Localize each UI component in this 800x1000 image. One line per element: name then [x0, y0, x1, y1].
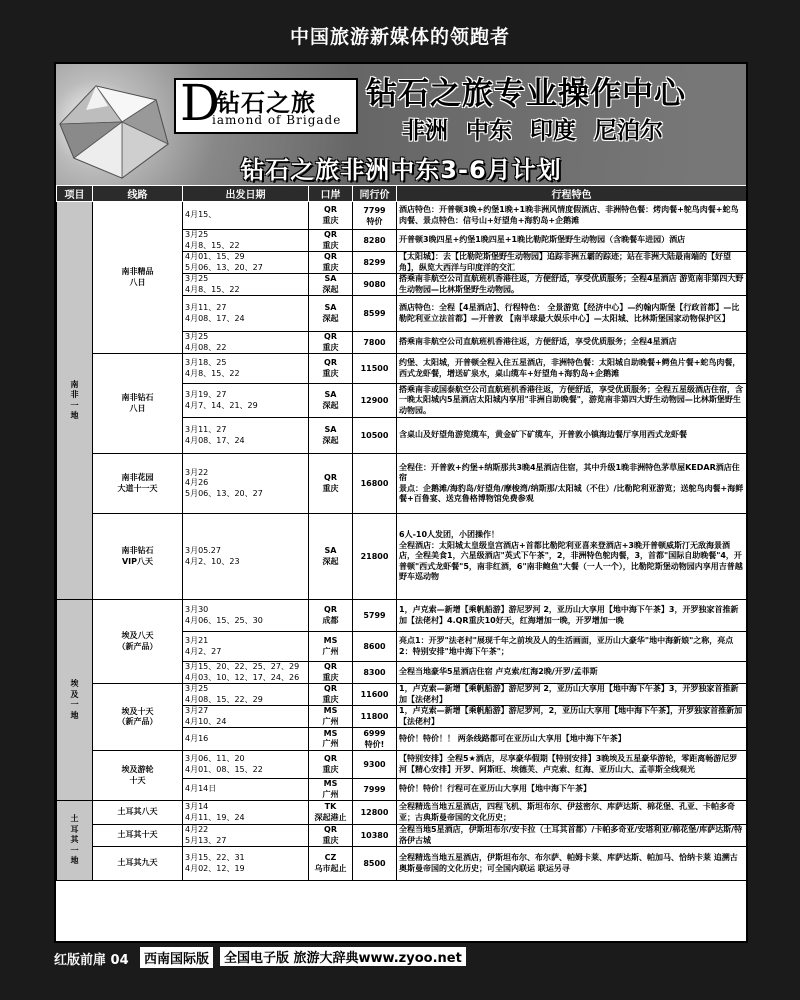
price-cell: 8280	[353, 230, 397, 252]
feature-cell: 全程精选当地五星酒店，四程飞机、斯坦布尔、伊兹密尔、库萨达斯、棉花堡、孔亚、卡帕多奇亚；古典斯曼帝国的文化历史；	[397, 801, 747, 825]
route-name-cell: 南非花园 大道十一天	[93, 454, 183, 514]
price-cell: 8299	[353, 252, 397, 274]
port-cell: SA 深起	[309, 384, 353, 418]
port-cell: QR 重庆	[309, 252, 353, 274]
port-cell: QR 重庆	[309, 454, 353, 514]
port-cell: QR 重庆	[309, 354, 353, 384]
table-header-row	[57, 186, 747, 202]
price-cell: 5799	[353, 600, 397, 632]
brand-title: 钻石之旅专业操作中心	[366, 76, 686, 112]
port-cell: QR 重庆	[309, 230, 353, 252]
price-cell: 8300	[353, 662, 397, 684]
price-cell: 12900	[353, 384, 397, 418]
table-row	[57, 751, 747, 779]
price-cell: 7799 特价	[353, 202, 397, 230]
table-row	[57, 847, 747, 881]
logo-letter: D	[180, 74, 221, 132]
price-cell: 9300	[353, 751, 397, 779]
region-cell: 土 耳 其 一 地	[57, 801, 93, 881]
masthead: 中国旅游新媒体的领跑者	[289, 26, 510, 48]
table-row	[57, 454, 747, 514]
port-cell: TK 深起港止	[309, 801, 353, 825]
route-name-cell: 土耳其九天	[93, 847, 183, 881]
plan-title: 钻石之旅非洲中东3-6月计划	[240, 156, 562, 184]
price-cell: 8500	[353, 847, 397, 881]
feature-cell: 全程住：开普敦+约堡+纳斯那共3晚4星酒店住宿，其中升级1晚非洲特色茅草屋KEDAR酒店住宿 景点：企鹅滩/海豹岛/好望角/摩梭湾/纳斯那/太阳城（不住）/比勒陀利亚游览；送鸵鸟肉餐+海鲜餐+百鲁宴、送克鲁格博物馆免费参观	[397, 454, 747, 514]
feature-cell: 开普顿3晚四星+约堡1晚四星+1晚比勒陀斯堡野生动物园（含晚餐车进园）酒店	[397, 230, 747, 252]
route-name-cell: 土耳其八天	[93, 801, 183, 825]
route-name-cell: 南非精品 八日	[93, 202, 183, 354]
edition-label: 西南国际版	[140, 947, 213, 968]
port-cell: MS 广州	[309, 632, 353, 662]
price-cell: 11500	[353, 354, 397, 384]
port-cell: MS 广州	[309, 728, 353, 751]
departure-dates-cell: 3月19、27 4月7、14、21、29	[183, 384, 309, 418]
table-row	[57, 825, 747, 847]
table-body	[57, 202, 747, 881]
route-name-cell: 埃及八天 （新产品）	[93, 600, 183, 684]
feature-cell: 全程当地5星酒店，伊斯坦布尔/安卡拉（土耳其首都）/卡帕多奇亚/安塔利亚/棉花堡/库萨达斯/特洛伊古城	[397, 825, 747, 847]
feature-cell: 1，卢克索—新增【乘帆船游】游尼罗河 2，亚历山大享用【地中海下午茶】3，开罗独家首推新加【法佬村】4.QR重庆10好天，红海增加一晚，开罗增加一晚	[397, 600, 747, 632]
feature-cell: 酒店特色：全程【4星酒店】、行程特色： 全景游览【经济中心】—约翰内斯堡【行政首都】—比勒陀利亚立法首都】—开普敦 【南半球最大娱乐中心】—太阳城、比林斯堡国家动物保护区】	[397, 296, 747, 332]
price-cell: 8599	[353, 296, 397, 332]
table-row	[57, 202, 747, 230]
departure-dates-cell: 3月06、11、20 4月01、08、15、22	[183, 751, 309, 779]
port-cell: SA 深起	[309, 418, 353, 454]
feature-cell: 【特别安排】全程5★酒店，尽享豪华假期【特别安排】3晚埃及五星豪华游轮，零距离畅游尼罗河【精心安排】开罗、阿斯旺、埃德芙、卢克索、红海、亚历山大、孟菲斯全线观光	[397, 751, 747, 779]
departure-dates-cell: 4月22 5月13、27	[183, 825, 309, 847]
departure-dates-cell: 3月22 4月26 5月06、13、20、27	[183, 454, 309, 514]
header-cell: 线路	[93, 186, 183, 202]
feature-cell: 【太阳城】：去【比勒陀斯堡野生动物园】追踪非洲五霸的踪迹；站在非洲大陆最南端的【好望角】，纵览大西洋与印度洋的交汇	[397, 252, 747, 274]
departure-dates-cell: 3月18、25 4月8、15、22	[183, 354, 309, 384]
feature-cell: 酒店特色：开普顿3晚+约堡1晚+1晚非洲风情度假酒店、非洲特色餐：烤肉餐+鸵鸟肉餐+蛇鸟肉餐、景点特色：信号山+好望角+海豹岛+企鹅滩	[397, 202, 747, 230]
table-row	[57, 801, 747, 825]
port-cell: QR 重庆	[309, 662, 353, 684]
price-cell: 10380	[353, 825, 397, 847]
price-cell: 7800	[353, 332, 397, 354]
departure-dates-cell: 3月11、27 4月08、17、24	[183, 418, 309, 454]
departure-dates-cell: 4月15、	[183, 202, 309, 230]
departure-dates-cell: 3月11、27 4月08、17、24	[183, 296, 309, 332]
feature-cell: 特价！特价！！ 两条线路都可在亚历山大享用【地中海下午茶】	[397, 728, 747, 751]
port-cell: QR 成都	[309, 600, 353, 632]
port-cell: MS 广州	[309, 779, 353, 801]
page-frame	[54, 62, 748, 943]
price-cell: 11800	[353, 706, 397, 728]
departure-dates-cell: 3月05.27 4月2、10、23	[183, 514, 309, 600]
route-name-cell: 南非钻石 VIP八天	[93, 514, 183, 600]
port-cell: SA 深起	[309, 296, 353, 332]
port-cell: SA 深起	[309, 274, 353, 296]
itinerary-table	[56, 185, 747, 881]
header-cell: 同行价	[353, 186, 397, 202]
logo-english-name: iamond of Brigade	[212, 113, 342, 127]
price-cell: 9080	[353, 274, 397, 296]
feature-cell: 全程精选当地五星酒店，伊斯坦布尔、布尔萨、帕姆卡莱、库萨达斯、帕加马、恰纳卡莱 追溯古奥斯曼帝国的文化历史；可全国内联运 联运另寻	[397, 847, 747, 881]
footer-tagline: 全国电子版 旅游大辞典www.zyoo.net	[220, 947, 466, 966]
departure-dates-cell: 3月25 4月8、15、22	[183, 230, 309, 252]
price-cell: 10500	[353, 418, 397, 454]
feature-cell: 含桌山及好望角游览缆车，黄金矿下矿缆车，开普敦小镇海边餐厅享用西式龙虾餐	[397, 418, 747, 454]
departure-dates-cell: 3月27 4月10、24	[183, 706, 309, 728]
price-cell: 8600	[353, 632, 397, 662]
table-row	[57, 354, 747, 384]
departure-dates-cell: 4月01、15、29 5月06、13、20、27	[183, 252, 309, 274]
departure-dates-cell: 3月15、20、22、25、27、29 4月03、10、12、17、24、26	[183, 662, 309, 684]
table-row	[57, 684, 747, 706]
port-cell: CZ 乌市起止	[309, 847, 353, 881]
feature-cell: 6人-10人发团，小团操作！ 全程酒店：太阳城太皇级皇宫酒店+首都比勒陀利亚喜来登酒店+3晚开普顿威斯汀无敌海景酒店，全程美食1，六星级酒店"英式下午茶"，2，非洲特色鸵肉餐，3，首都"国际自助晚餐"4，开普顿"西式龙虾餐"5，南非红酒，6"南非鲍鱼"大餐（一人一个），比勒陀斯堡动物园内享用吉普越野车巡动物	[397, 514, 747, 600]
route-name-cell: 土耳其十天	[93, 825, 183, 847]
feature-cell: 搭乘南非航空公司直航班机香港往返，方便舒适，享受优质服务；全程4星酒店 游览南非第四大野生动物园—比林斯堡野生动物园。	[397, 274, 747, 296]
departure-dates-cell: 3月30 4月06、15、25、30	[183, 600, 309, 632]
route-name-cell: 埃及十天 （新产品）	[93, 684, 183, 751]
port-cell: SA 深起	[309, 514, 353, 600]
departure-dates-cell: 3月21 4月2、27	[183, 632, 309, 662]
route-name-cell: 南非钻石 八日	[93, 354, 183, 454]
departure-dates-cell: 3月25 4月8、15、22	[183, 274, 309, 296]
departure-dates-cell: 3月25 4月08、15、22、29	[183, 684, 309, 706]
departure-dates-cell: 4月16	[183, 728, 309, 751]
price-cell: 16800	[353, 454, 397, 514]
logo-chinese-name: 钻石之旅	[216, 89, 316, 117]
port-cell: QR 重庆	[309, 825, 353, 847]
header-cell: 出发日期	[183, 186, 309, 202]
port-cell: QR 重庆	[309, 751, 353, 779]
departure-dates-cell: 3月15、22、31 4月02、12、19	[183, 847, 309, 881]
feature-cell: 亮点1：开罗"法老村"展现千年之前埃及人的生活画面，亚历山大豪华"地中海新娘"之称，亮点2：特别安排"地中海下午茶"；	[397, 632, 747, 662]
feature-cell: 特价！特价！行程可在亚历山大享用【地中海下午茶】	[397, 779, 747, 801]
port-cell: QR 重庆	[309, 202, 353, 230]
price-cell: 12800	[353, 801, 397, 825]
feature-cell: 搭乘南非或国泰航空公司直航班机香港往返，方便舒适，享受优质服务；全程五星级酒店住宿，含一晚太阳城内5星酒店太阳城内享用"非洲自助晚餐"，游览南非第四大野生动物园—比林斯堡野生动物园。	[397, 384, 747, 418]
feature-cell: 1，卢克索—新增【乘帆船游】游尼罗河 2，亚历山大享用【地中海下午茶】3，开罗独家首推新加【法佬村】	[397, 684, 747, 706]
departure-dates-cell: 3月14 4月11、19、24	[183, 801, 309, 825]
port-cell: QR 重庆	[309, 684, 353, 706]
departure-dates-cell: 4月14日	[183, 779, 309, 801]
port-cell: QR 重庆	[309, 332, 353, 354]
feature-cell: 约堡、太阳城，开普顿全程入住五星酒店，非洲特色餐：太阳城自助晚餐+鳄鱼片餐+蛇鸟肉餐，西式龙虾餐，增送矿泉水，桌山缆车+好望角+海豹岛+企鹅滩	[397, 354, 747, 384]
price-cell: 7999	[353, 779, 397, 801]
page-label: 红版前扉 04	[54, 953, 129, 968]
port-cell: MS 广州	[309, 706, 353, 728]
route-name-cell: 埃及游轮 十天	[93, 751, 183, 801]
header-cell: 口岸	[309, 186, 353, 202]
feature-cell: 搭乘南非航空公司直航班机香港往返，方便舒适，享受优质服务；全程4星酒店	[397, 332, 747, 354]
price-cell: 6999 特价!	[353, 728, 397, 751]
table-row	[57, 600, 747, 632]
region-cell: 南 非 一 地	[57, 202, 93, 600]
price-cell: 21800	[353, 514, 397, 600]
table-row	[57, 514, 747, 600]
header-cell: 行程特色	[397, 186, 747, 202]
feature-cell: 1，卢克索—新增【乘帆船游】游尼罗河，2，亚历山大享用【地中海下午茶】，开罗独家首推新加【法佬村】	[397, 706, 747, 728]
header-cell: 项目	[57, 186, 93, 202]
price-cell: 11600	[353, 684, 397, 706]
destinations-line: 非洲 中东 印度 尼泊尔	[402, 118, 664, 144]
departure-dates-cell: 3月25 4月08、22	[183, 332, 309, 354]
brand-logo	[174, 74, 358, 134]
footer	[54, 946, 748, 968]
region-cell: 埃 及 一 地	[57, 600, 93, 801]
feature-cell: 全程当地豪华5星酒店住宿 卢克索/红海2晚/开罗/孟菲斯	[397, 662, 747, 684]
brand-header	[56, 64, 746, 186]
